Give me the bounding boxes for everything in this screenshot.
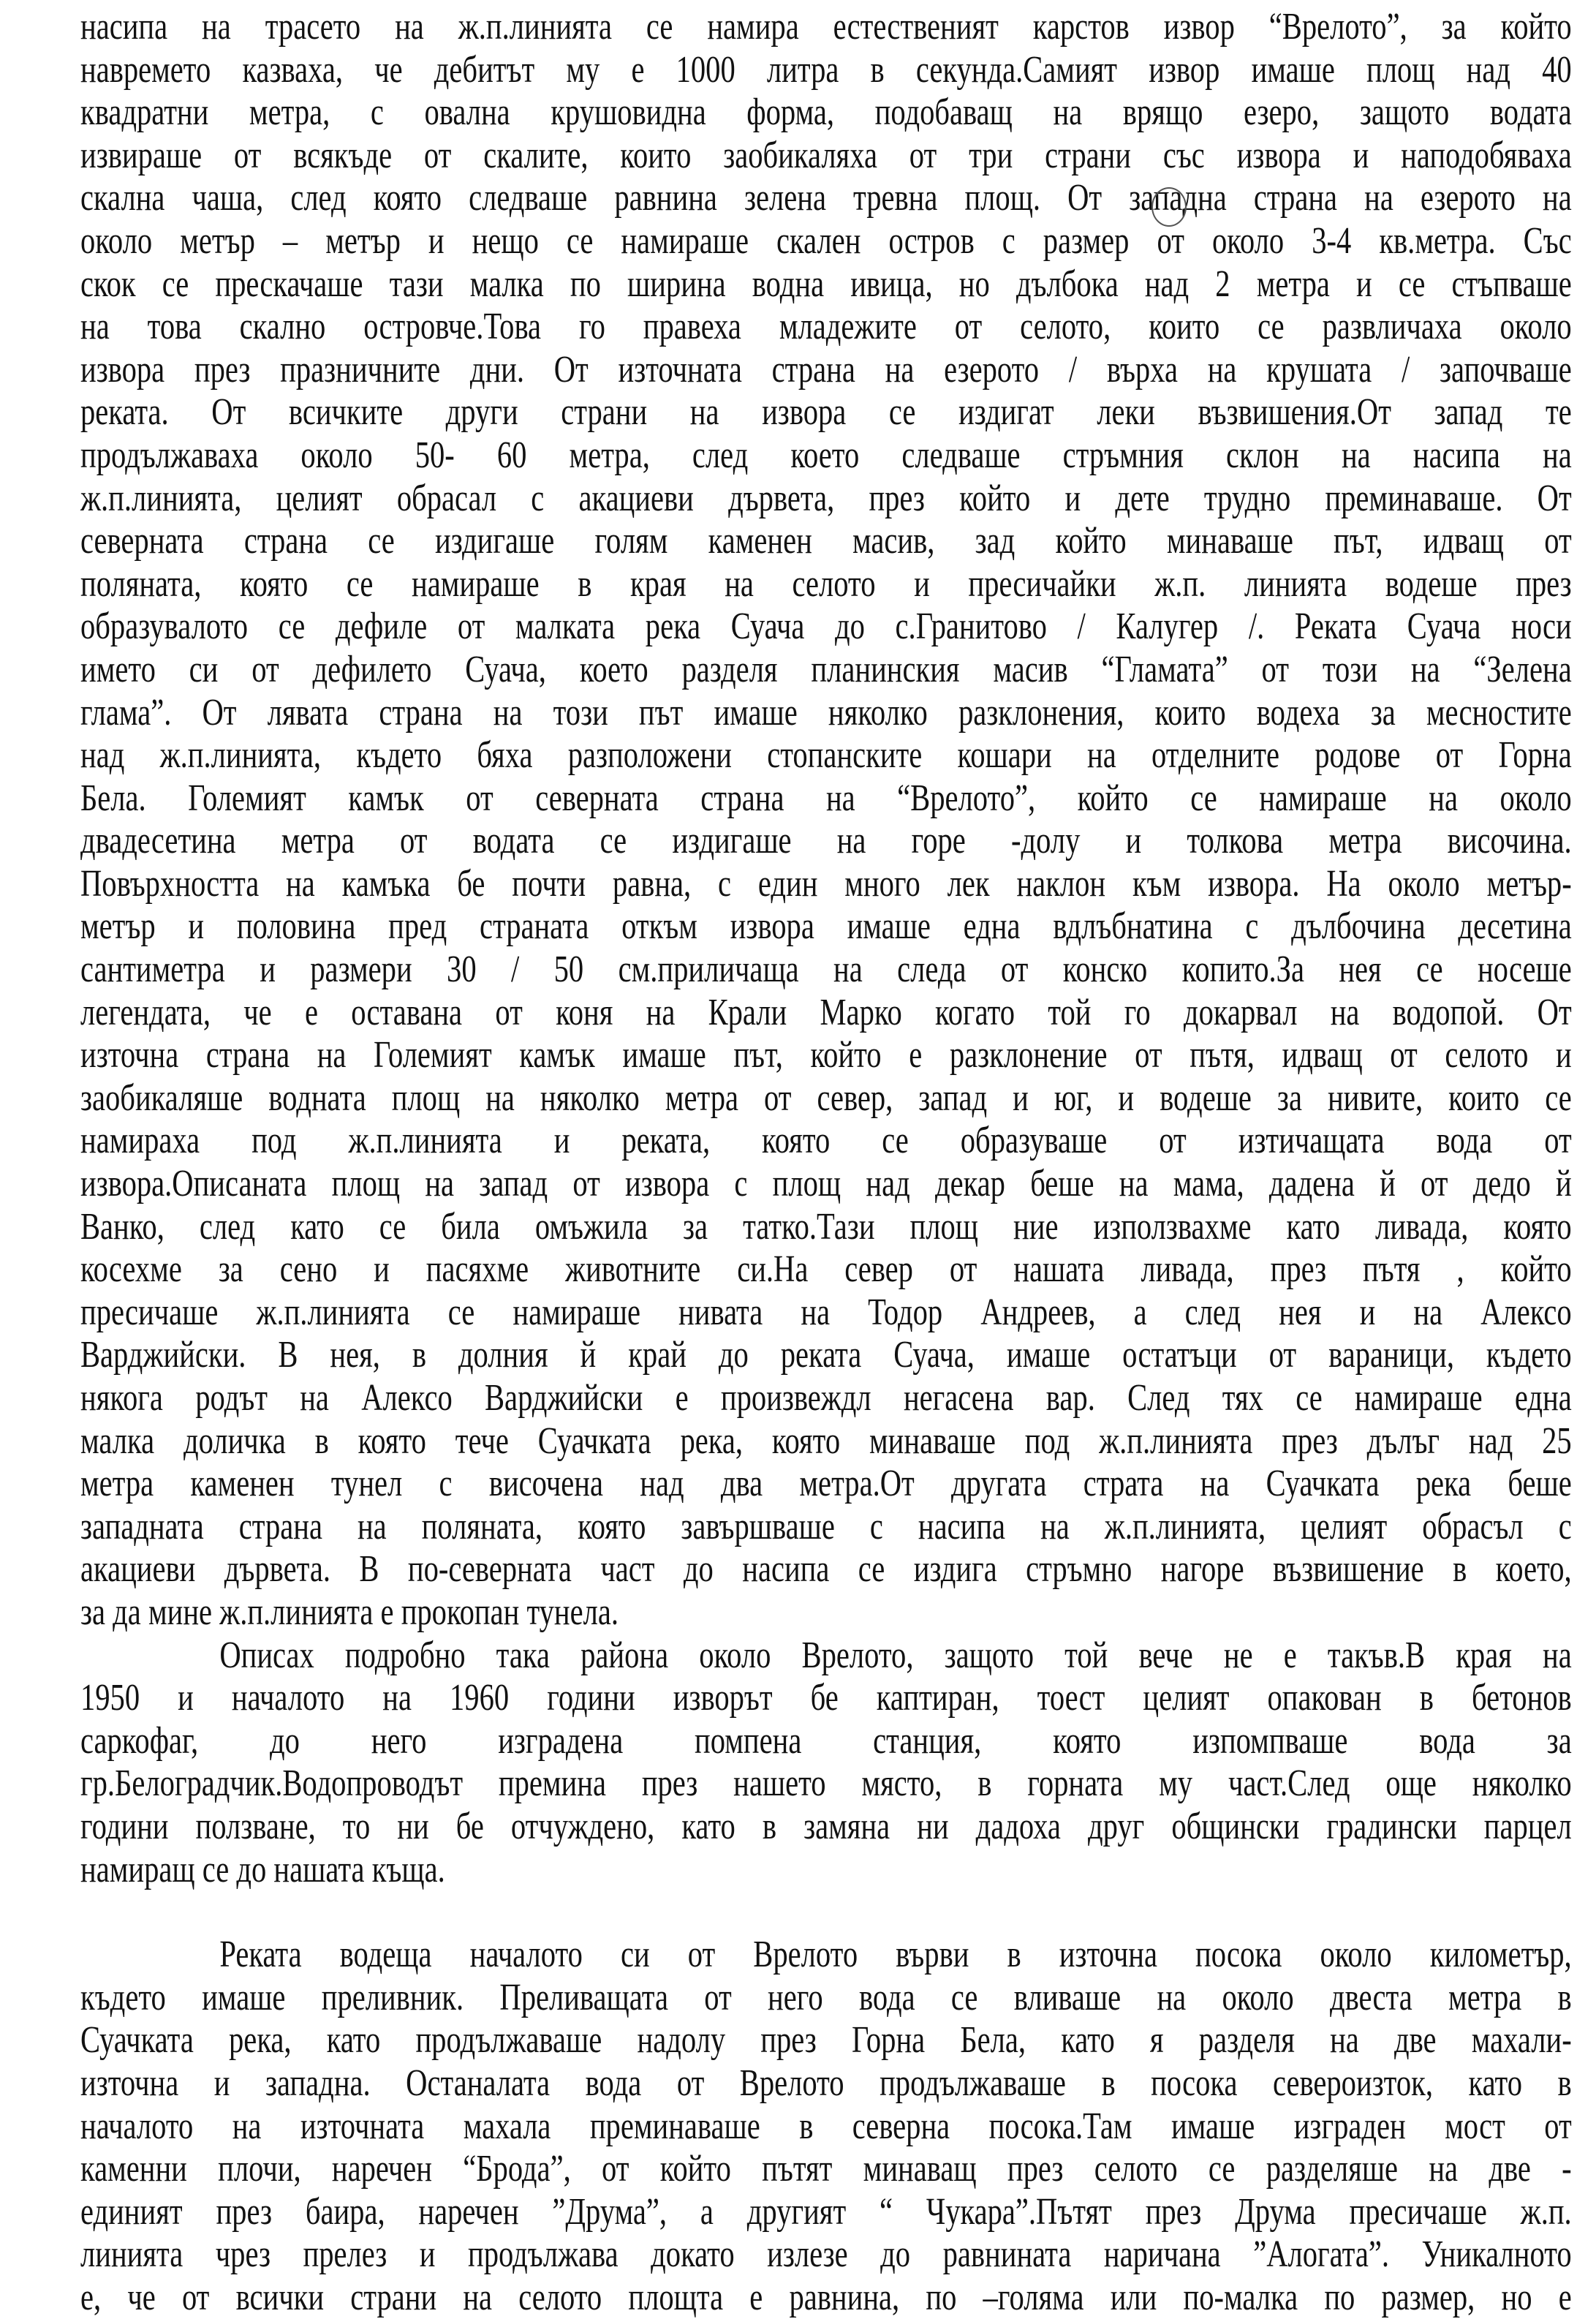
- text-line-content: над ж.п.линията, където бяха разположени стопанските кошари на отделните родове от Горна: [80, 734, 1572, 777]
- text-line-content: години ползване, то ни бе отчуждено, като в замяна ни дадоха друг общински градински парцел: [80, 1805, 1572, 1847]
- text-line: [80, 91, 1572, 135]
- text-line: [80, 1334, 1572, 1377]
- text-line-content: квадратни метра, с овална крушовидна форма, подобаващ на врящо езеро, защото водата: [80, 91, 1572, 134]
- text-line: [80, 434, 1572, 478]
- text-line-content: някога родът на Алексо Варджийски е произвеждл негасена вар. След тях се намираше една: [80, 1377, 1572, 1419]
- text-line: [80, 1806, 1572, 1849]
- text-line: [80, 1506, 1572, 1549]
- text-line: [80, 520, 1572, 563]
- text-line-content: насипа на трасето на ж.п.линията се намира естественият карстов извор “Врелото”, за който: [80, 6, 1572, 48]
- text-line-content: на това скално островче.Това го правеха младежите от селото, които се развличаха около: [80, 306, 1572, 348]
- text-line-content: 1950 и началото на 1960 години изворът бе каптиран, тоест целият опакован в бетонов: [80, 1677, 1572, 1719]
- text-line-content: намиращ се до нашата къща.: [80, 1848, 445, 1890]
- text-line: [80, 478, 1572, 521]
- text-line: [80, 1377, 1572, 1420]
- text-line: [80, 1548, 1572, 1591]
- text-line: [80, 1463, 1572, 1506]
- text-line: [80, 1120, 1572, 1163]
- text-line-content: началото на източната махала преминаваше в северна посока.Там имаше изграден мост от: [80, 2105, 1572, 2147]
- text-line: [80, 2062, 1572, 2105]
- text-line-content: около метър – метър и нещо се намираше скален остров с размер от около 3-4 кв.метра. Със: [80, 219, 1572, 262]
- text-line: [80, 2019, 1572, 2062]
- text-line: [80, 734, 1572, 777]
- text-line: [80, 606, 1572, 649]
- text-line: [80, 777, 1572, 821]
- text-line: [80, 1248, 1572, 1292]
- text-line-content: образувалото се дефиле от малката река Суача до с.Гранитово / Калугер /. Реката Суача носи: [80, 606, 1572, 648]
- text-line: [80, 306, 1572, 349]
- text-line: [80, 1206, 1572, 1249]
- text-line-content: извора.Описаната площ на запад от извора с площ над декар беше на мама, дадена й от дедо й: [80, 1163, 1572, 1205]
- paragraph: [80, 1934, 1572, 2319]
- text-line: [80, 1163, 1572, 1206]
- text-line: [80, 2191, 1572, 2234]
- text-line-content: Ванко, след като се била омъжила за татко.Тази площ ние използвахме като ливада, която: [80, 1205, 1572, 1248]
- text-line-content: продължаваха около 50- 60 метра, след което следваше стръмния склон на насипа на: [80, 434, 1572, 476]
- text-line: [80, 649, 1572, 692]
- text-line-content: гр.Белоградчик.Водопроводът премина през нашето място, в горната му част.След още няколко: [80, 1762, 1572, 1805]
- text-line: [80, 992, 1572, 1035]
- text-line-content: скок се прескачаше тази малка по ширина водна ивица, но дълбока над 2 метра и се стъпваше: [80, 263, 1572, 305]
- text-line-content: Варджийски. В нея, в долния й край до реката Суача, имаше остатъци от вараници, където: [80, 1334, 1572, 1376]
- paragraph: [80, 1634, 1572, 1892]
- text-line-content: скална чаша, след която следваше равнина зелена тревна площ. От западна страна на езерото на: [80, 177, 1572, 219]
- text-line-content: за да мине ж.п.линията е прокопан тунела.: [80, 1591, 619, 1633]
- text-line: [80, 391, 1572, 434]
- text-line-content: ж.п.линията, целият обрасал с акациеви дървета, през който и дете трудно преминаваше. От: [80, 477, 1572, 519]
- text-line: [80, 1977, 1572, 2020]
- text-line: [80, 2148, 1572, 2191]
- text-line: [80, 1077, 1572, 1120]
- text-line-content: саркофаг, до него изградена помпена станция, която изпомпваше вода за: [80, 1719, 1572, 1762]
- text-line-content: Реката водеща началото си от Врелото върви в източна посока около километър,: [219, 1934, 1572, 1976]
- text-line-content: източна страна на Големият камък имаше път, който е разклонение от пътя, идващ от селото и: [80, 1034, 1572, 1076]
- text-line: [80, 263, 1572, 306]
- text-line-content: линията чрез прелез и продължава докато излезе до равнината наричана ”Алогата”. Уникалното: [80, 2233, 1572, 2276]
- text-line: [80, 6, 1572, 49]
- handwritten-circle-mark: [1151, 187, 1187, 227]
- text-line: [80, 220, 1572, 263]
- text-line-content: метър и половина пред страната откъм извора имаше една вдлъбнатина с дълбочина десетина: [80, 905, 1572, 948]
- text-line-content: легендата, че е оставана от коня на Крали Марко когато той го докарвал на водопой. От: [80, 991, 1572, 1033]
- text-line-content: извираше от всякъде от скалите, които заобикаляха от три страни със извора и наподобяваха: [80, 134, 1572, 176]
- text-line-content: извора през празничните дни. От източната страна на езерото / върха на крушата / започваше: [80, 348, 1572, 391]
- text-line-content: глама”. От лявата страна на този път имаше няколко разклонения, които водеха за месностите: [80, 691, 1572, 734]
- text-line: [80, 863, 1572, 906]
- text-line: [80, 692, 1572, 735]
- text-line: [80, 949, 1572, 992]
- text-line: [80, 905, 1572, 949]
- text-line: [80, 1677, 1572, 1720]
- text-line: [80, 1591, 1572, 1634]
- text-line-content: реката. От всичките други страни на извора се издигат леки възвишения.От запад те: [80, 391, 1572, 434]
- text-line-content: Бела. Големият камък от северната страна на “Врелото”, който се намираше на около: [80, 777, 1572, 819]
- text-line: [80, 1634, 1572, 1678]
- text-line-content: името си от дефилето Суача, което разделя планинския масив “Гламата” от този на “Зелена: [80, 648, 1572, 690]
- text-line: [80, 1934, 1572, 1977]
- text-line: [80, 349, 1572, 392]
- text-line: [80, 1720, 1572, 1763]
- text-line-content: сантиметра и размери 30 / 50 см.приличаща на следа от конско копито.За нея се носеше: [80, 949, 1572, 991]
- text-line-content: метра каменен тунел с височена над два метра.От другата страта на Суачката река беше: [80, 1463, 1572, 1505]
- paragraph: [80, 6, 1572, 1634]
- text-line: [80, 563, 1572, 606]
- text-line: [80, 2233, 1572, 2277]
- text-line: [80, 2105, 1572, 2149]
- text-line-content: заобикаляше водната площ на няколко метра от север, запад и юг, и водеше за нивите, които се: [80, 1076, 1572, 1119]
- text-line-content: акациеви дървета. В по-северната част до насипа се издига стръмно нагоре възвишение в което,: [80, 1548, 1572, 1591]
- text-line-content: където имаше преливник. Преливащата от него вода се вливаше на около двеста метра в: [80, 1976, 1572, 2018]
- text-line-content: западната страна на поляната, която завършваше с насипа на ж.п.линията, целият обрасъл с: [80, 1505, 1572, 1547]
- text-line: [80, 1849, 1572, 1892]
- document-page: [80, 6, 1572, 2319]
- text-line-content: Суачката река, като продължаваше надолу през Горна Бела, като я разделя на две махали-: [80, 2019, 1572, 2062]
- text-line: [80, 1762, 1572, 1806]
- text-line: [80, 2277, 1572, 2319]
- text-line-content: северната страна се издигаше голям каменен масив, зад който минаваше път, идващ от: [80, 520, 1572, 562]
- text-line-content: пресичаше ж.п.линията се намираше нивата на Тодор Андреев, а след нея и на Алексо: [80, 1291, 1572, 1333]
- text-line-content: е, че от всички страни на селото площта е равнина, по –голяма или по-малка по размер, но е: [80, 2276, 1572, 2318]
- text-line-content: източна и западна. Останалата вода от Врелото продължаваше в посока североизток, като в: [80, 2062, 1572, 2104]
- text-line-content: косехме за сено и пасяхме животните си.На север от нашата ливада, през пътя , който: [80, 1248, 1572, 1291]
- text-line-content: Описах подробно така района около Врелото, защото той вече не е такъв.В края на: [219, 1634, 1572, 1676]
- text-line-content: каменни плочи, наречен “Брода”, от който пътят минаващ през селото се разделяше на две -: [80, 2148, 1572, 2190]
- text-line: [80, 820, 1572, 863]
- text-line-content: поляната, която се намираше в края на селото и пресичайки ж.п. линията водеше през: [80, 562, 1572, 605]
- text-line-content: Повърхността на камъка бе почти равна, с един много лек наклон към извора. На около метър-: [80, 862, 1572, 905]
- text-line-content: единият през баира, наречен ”Друма”, а другият “ Чукара”.Пътят през Друма пресичаше ж.п.: [80, 2190, 1572, 2233]
- text-line-content: навремето казваха, че дебитът му е 1000 литра в секунда.Самият извор имаше площ над 40: [80, 48, 1572, 91]
- text-line-content: малка доличка в която тече Суачката река, която минаваше под ж.п.линията през дълъг над 25: [80, 1419, 1572, 1462]
- text-line: [80, 1420, 1572, 1463]
- text-line: [80, 177, 1572, 220]
- text-line: [80, 135, 1572, 178]
- text-line-content: намираха под ж.п.линията и реката, която се образуваше от изтичащата вода от: [80, 1120, 1572, 1162]
- text-line: [80, 1034, 1572, 1077]
- text-line: [80, 49, 1572, 92]
- text-line: [80, 1292, 1572, 1335]
- text-line-content: двадесетина метра от водата се издигаше на горе -долу и толкова метра височина.: [80, 820, 1572, 862]
